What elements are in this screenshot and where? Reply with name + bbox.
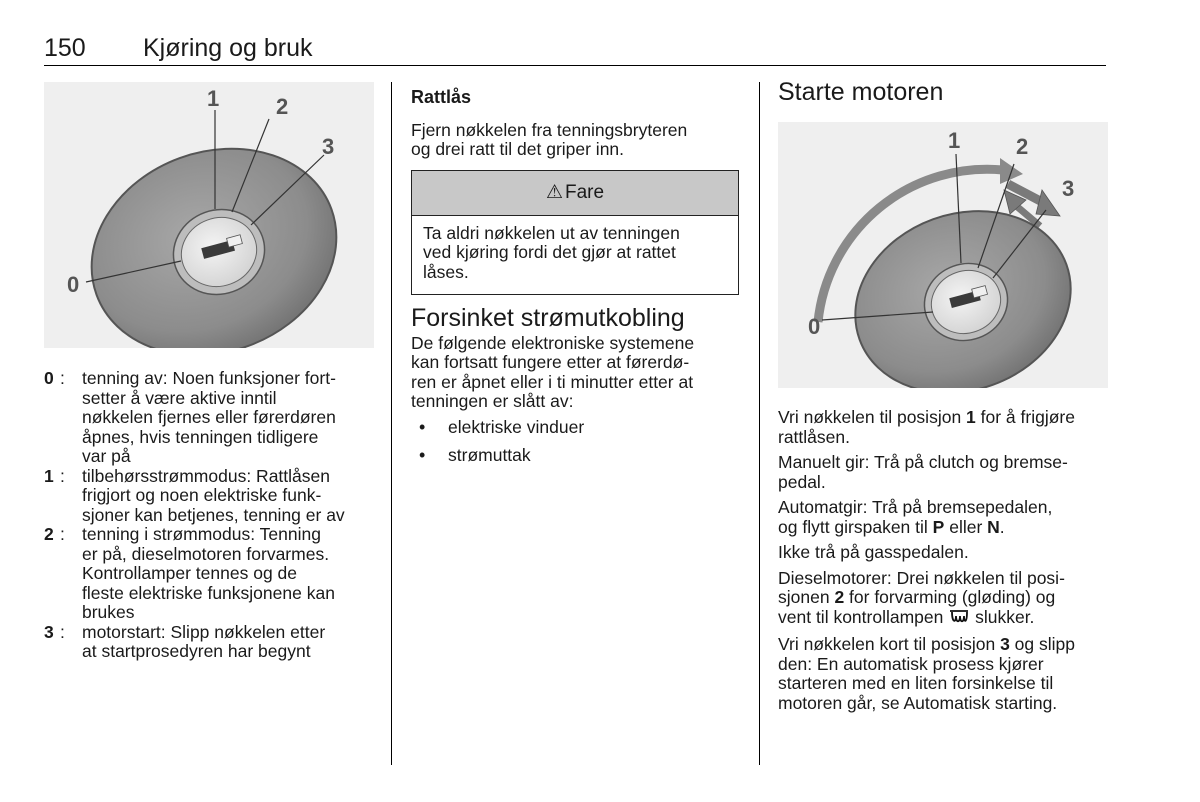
forsinket-heading: Forsinket strømutkobling — [411, 304, 685, 332]
list-item: • elektriske vinduer — [411, 418, 741, 438]
rattlas-heading: Rattlås — [411, 87, 472, 107]
warning-title: Fare — [564, 181, 605, 203]
page-number: 150 — [44, 34, 86, 62]
fig2-label-0: 0 — [808, 314, 821, 339]
starte-p4: Ikke trå på gasspedalen. — [778, 542, 969, 562]
text-run: Vri nøkkelen kort til posisjon — [778, 634, 1001, 654]
column-divider-right — [759, 82, 760, 765]
list-item: • strømuttak — [411, 446, 741, 466]
text-run: eller — [944, 516, 988, 537]
position-list — [44, 369, 374, 662]
position-key: 2 — [44, 524, 54, 544]
start-arrow-out-head — [1036, 190, 1060, 216]
position-sep: : — [60, 368, 65, 388]
position-text: tenning i strømmodus: Tenning er på, dieselmotoren forvarmes. Kontrollamper tennes og de fleste elektriske funksjonene kan brukes — [82, 524, 335, 622]
text-run: og slipp den: En automatisk prosess kjører starteren med en liten forsinkelse til motoren går, se Automatisk starting. — [778, 634, 1075, 713]
text-run: for forvarming (gløding) og vent til kontrollampen — [778, 587, 1056, 627]
fig1-label-1: 1 — [207, 86, 220, 111]
warning-text: Ta aldri nøkkelen ut av tenningen ved kjøring fordi det gjør at rattet låses. — [423, 222, 680, 282]
starter-figure — [778, 122, 1108, 388]
position-sep: : — [60, 621, 65, 642]
column-divider-left — [391, 82, 392, 765]
position-key: 0 — [44, 368, 54, 388]
text-run: for å frigjøre rattlåsen. — [778, 407, 1075, 447]
position-text: motorstart: Slipp nøkkelen etter at startprosedyren har begynt — [82, 621, 326, 661]
glow-plug-icon — [948, 609, 970, 630]
fig1-label-0: 0 — [67, 272, 80, 297]
gear-ref: N — [987, 516, 1000, 537]
starte-p3 — [778, 498, 1108, 537]
starter-diagram — [778, 122, 1108, 388]
starte-p1 — [778, 408, 1108, 447]
position-ref: 1 — [966, 407, 976, 427]
fig2-label-1: 1 — [948, 128, 961, 153]
text-run: . — [999, 516, 1005, 537]
starte-p6 — [778, 635, 1108, 713]
ignition-switch-figure — [44, 82, 374, 348]
fig2-label-2: 2 — [1016, 134, 1029, 159]
gear-ref: P — [932, 516, 945, 537]
text-run: Dieselmotorer: Drei nøkkelen til posi- sjonen — [778, 567, 1065, 607]
starte-heading: Starte motoren — [778, 78, 944, 106]
header-rule — [44, 65, 1106, 66]
page-title: Kjøring og bruk — [143, 34, 313, 62]
warning-triangle-icon: ⚠ — [545, 181, 563, 203]
position-item-3 — [44, 623, 374, 662]
starte-text — [778, 408, 1108, 719]
position-item-0 — [44, 369, 374, 467]
fig2-label-3: 3 — [1062, 176, 1075, 201]
fig1-label-3: 3 — [322, 134, 335, 159]
warning-box — [411, 170, 739, 296]
rattlas-text: Fjern nøkkelen fra tenningsbryteren og drei ratt til det griper inn. — [411, 119, 688, 159]
position-ref: 2 — [834, 587, 845, 607]
text-run: Automatgir: Trå på bremsepedalen, og flytt girspaken til — [778, 497, 1053, 537]
position-item-1 — [44, 467, 374, 526]
position-key: 1 — [44, 465, 54, 486]
forsinket-list — [411, 418, 741, 466]
position-text: tenning av: Noen funksjoner fort- setter å være aktive inntil nøkkelen fjernes eller førerdøren åpnes, hvis tenningen tidligere var på — [82, 368, 336, 466]
ignition-switch-diagram — [44, 82, 374, 348]
position-sep: : — [60, 465, 65, 486]
position-ref: 3 — [1000, 634, 1010, 654]
position-sep: : — [60, 524, 65, 544]
right-column — [778, 78, 1108, 109]
text-run: slukker. — [970, 606, 1035, 627]
position-item-2 — [44, 525, 374, 623]
fig1-label-2: 2 — [276, 94, 289, 119]
starte-p2: Manuelt gir: Trå på clutch og bremse- pedal. — [778, 452, 1068, 492]
position-key: 3 — [44, 621, 54, 642]
middle-column — [411, 88, 741, 475]
warning-header — [412, 171, 738, 216]
position-text: tilbehørsstrømmodus: Rattlåsen frigjort og noen elektriske funk- sjoner kan betjenes, tenning er av — [82, 465, 345, 525]
text-run: Vri nøkkelen til posisjon — [778, 407, 967, 427]
starte-p5 — [778, 569, 1108, 630]
forsinket-text: De følgende elektroniske systemene kan fortsatt fungere etter at førerdø- ren er åpnet eller i ti minutter etter at tenningen er slått av: — [411, 332, 695, 411]
